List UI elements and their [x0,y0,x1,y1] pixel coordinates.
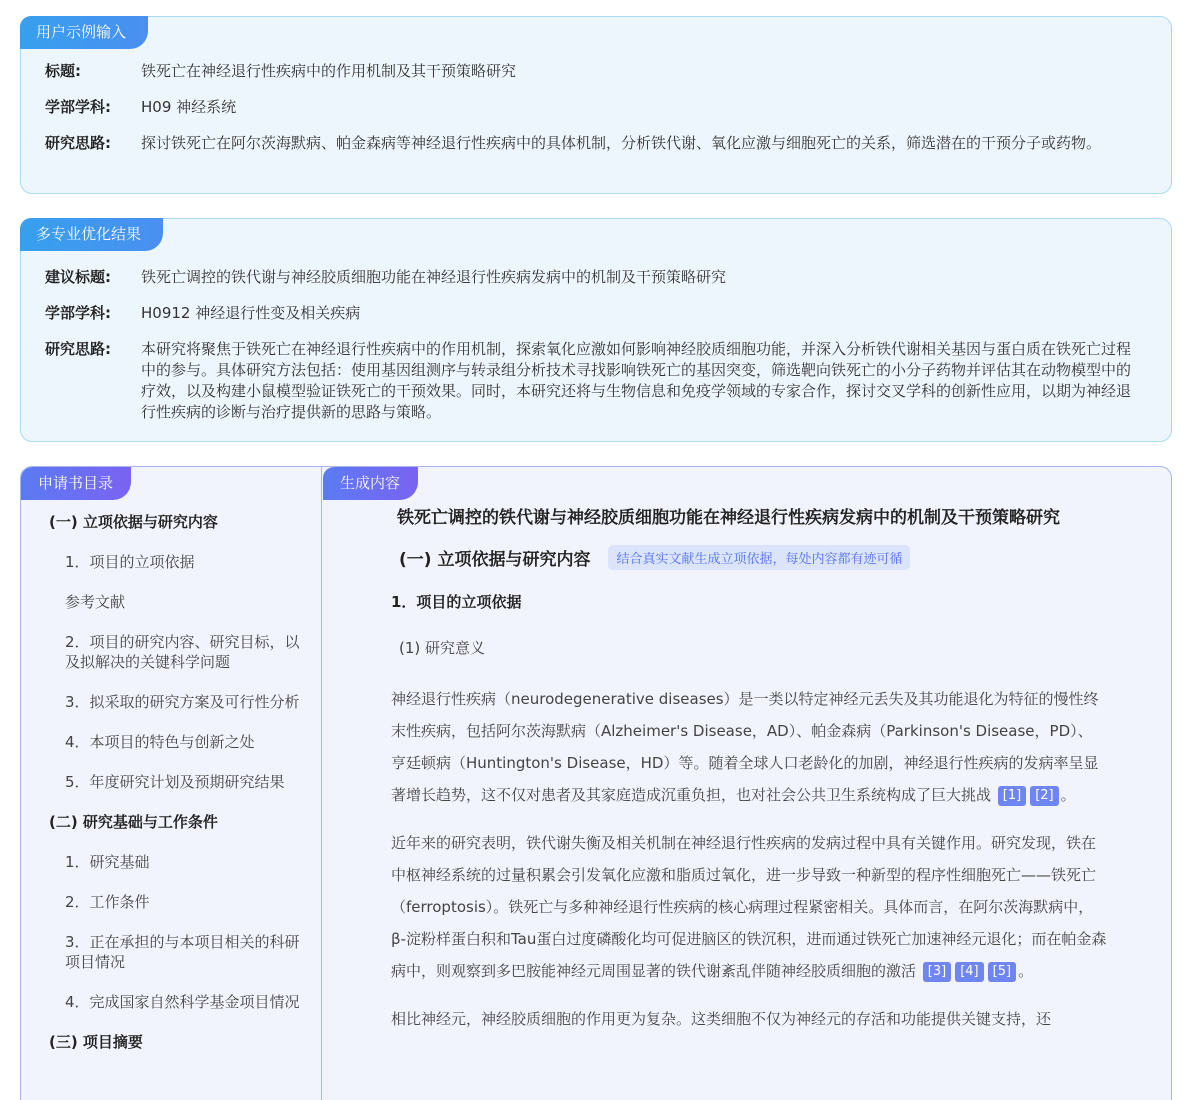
toc-list [21,512,321,1072]
paragraph-end: 。 [1018,962,1034,980]
toc-subsection-item[interactable]: 参考文献 [65,593,126,611]
row-value: 铁死亡在神经退行性疾病中的作用机制及其干预策略研究 [141,62,517,80]
sub-subsection-title: (1) 研究意义 [399,639,486,657]
toc-subsection-item[interactable]: 2．工作条件 [65,893,150,911]
paragraph-text: 近年来的研究表明，铁代谢失衡及相关机制在神经退行性疾病的发病过程中具有关键作用。研究发现，铁在中枢神经系统的过量积累会引发氧化应激和脂质过氧化，进一步导致一种新型的程序性细胞死亡——铁死亡（ferroptosis）。铁死亡与多种神经退行性疾病的核心病理过程紧密相关。具体而言，在阿尔茨海默病中，β-淀粉样蛋白积和Tau蛋白过度磷酸化均可促进脑区的铁沉积，进而通过铁死亡加速神经元退化；而在帕金森病中，则观察到多巴胺能神经元周围显著的铁代谢紊乱伴随神经胶质细胞的激活 [391,834,1107,980]
section-heading [399,545,910,570]
toc-subsection-item[interactable]: 1．项目的立项依据 [65,553,195,571]
citation-link[interactable]: [2] [1030,786,1058,806]
result-row-research-idea [45,339,1135,423]
result-rows [45,267,1135,438]
input-row-discipline [45,97,1135,118]
section-badge: 结合真实文献生成立项依据，每处内容都有迹可循 [608,545,910,570]
result-row-discipline [45,303,1135,324]
subsection-title: 1．项目的立项依据 [391,593,522,611]
toc-subsection-item[interactable]: 4．完成国家自然科学基金项目情况 [65,993,300,1011]
result-card-tag: 多专业优化结果 [20,218,163,251]
section-title: (一) 立项依据与研究内容 [399,550,591,570]
toc-tag: 申请书目录 [21,467,131,500]
input-row-research-idea [45,133,1135,154]
content-paragraphs [391,683,1107,1051]
toc-sidebar [21,467,322,1100]
row-value: H0912 神经退行性变及相关疾病 [141,304,361,322]
paragraph-text: 相比神经元，神经胶质细胞的作用更为复杂。这类细胞不仅为神经元的存活和功能提供关键支持，还 [391,1010,1052,1028]
toc-subsection-item[interactable]: 4．本项目的特色与创新之处 [65,733,255,751]
toc-section-item[interactable]: (三) 项目摘要 [49,1033,143,1051]
toc-subsection-item[interactable]: 2．项目的研究内容、研究目标，以及拟解决的关键科学问题 [65,633,300,671]
toc-subsection-item[interactable]: 3．拟采取的研究方案及可行性分析 [65,693,300,711]
content-tag: 生成内容 [323,467,418,500]
input-row-title [45,61,1135,82]
row-label: 建议标题: [45,268,111,286]
result-row-suggested-title [45,267,1135,288]
toc-subsection-item[interactable]: 1．研究基础 [65,853,150,871]
toc-section-item[interactable]: (一) 立项依据与研究内容 [49,513,218,531]
row-value: 本研究将聚焦于铁死亡在神经退行性疾病中的作用机制，探索氧化应激如何影响神经胶质细胞功能，并深入分析铁代谢相关基因与蛋白质在铁死亡过程中的参与。具体研究方法包括：使用基因组测序与转录组分析技术寻找影响铁死亡的基因突变，筛选靶向铁死亡的小分子药物并评估其在动物模型中的疗效，以及构建小鼠模型验证铁死亡的干预效果。同时，本研究还将与生物信息和免疫学领域的专家合作，探讨交叉学科的创新性应用，以期为神经退行性疾病的诊断与治疗提供新的思路与策略。 [141,340,1132,421]
generated-content-panel [323,467,1171,1100]
paragraph-end: 。 [1060,786,1076,804]
toc-subsection-item[interactable]: 5．年度研究计划及预期研究结果 [65,773,285,791]
input-card-tag: 用户示例输入 [20,16,148,49]
row-label: 标题: [45,62,81,80]
input-rows [45,61,1135,169]
user-example-input-card [20,16,1172,194]
content-paragraph [391,683,1107,811]
content-paragraph [391,827,1107,987]
optimization-result-card [20,218,1172,442]
citation-link[interactable]: [1] [998,786,1026,806]
row-label: 研究思路: [45,134,111,152]
content-paragraph [391,1003,1107,1035]
toc-section-item[interactable]: (二) 研究基础与工作条件 [49,813,218,831]
row-value: H09 神经系统 [141,98,237,116]
toc-subsection-item[interactable]: 3．正在承担的与本项目相关的科研项目情况 [65,933,300,971]
citation-link[interactable]: [4] [955,962,983,982]
citation-link[interactable]: [5] [988,962,1016,982]
row-value: 铁死亡调控的铁代谢与神经胶质细胞功能在神经退行性疾病发病中的机制及干预策略研究 [141,268,727,286]
row-label: 研究思路: [45,340,111,358]
row-label: 学部学科: [45,98,111,116]
row-value: 探讨铁死亡在阿尔茨海默病、帕金森病等神经退行性疾病中的具体机制，分析铁代谢、氧化应激与细胞死亡的关系，筛选潜在的干预分子或药物。 [141,134,1102,152]
paragraph-text: 神经退行性疾病（neurodegenerative diseases）是一类以特定神经元丢失及其功能退化为特征的慢性终末性疾病，包括阿尔茨海默病（Alzheimer's Disease，AD）、帕金森病（Parkinson's Disease，PD）、亨廷顿病（Huntington's Disease，HD）等。随着全球人口老龄化的加剧，神经退行性疾病的发病率呈显著增长趋势，这不仅对患者及其家庭造成沉重负担，也对社会公共卫生系统构成了巨大挑战 [391,690,1099,804]
row-label: 学部学科: [45,304,111,322]
document-title: 铁死亡调控的铁代谢与神经胶质细胞功能在神经退行性疾病发病中的机制及干预策略研究 [397,508,1060,528]
proposal-panel [20,466,1172,1100]
citation-link[interactable]: [3] [923,962,951,982]
